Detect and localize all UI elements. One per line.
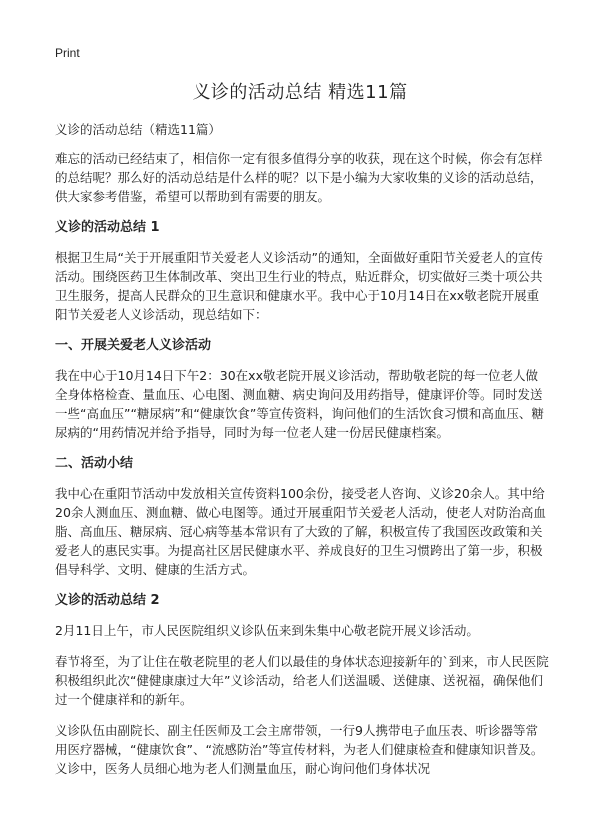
summary-paragraph: 我中心在重阳节活动中发放相关宣传资料100余份，接受老人咨询、义诊20余人。其中给20余人测血压、测血糖、做心电图等。通过开展重阳节关爱老人活动，使老人对防治高血脂、高血压、糖尿病、冠心病等基本常识有了大致的了解，积极宣传了我国医改政策和关爱老人的惠民实事。为提高社区居民健康水平、养成良好的卫生习惯跨出了第一步，积极倡导科学、文明、健康的生活方式。 [55,486,546,577]
article-subtitle: 义诊的活动总结（精选11篇） [55,122,221,137]
article-body [55,120,550,790]
activity-paragraph: 我在中心于10月14日下午2：30在xx敬老院开展义诊活动，帮助敬老院的每一位老人做全身体格检查、量血压、心电图、测血糖、病史询问及用药指导，健康评价等。同时发送一些“高血压”“糖尿病”和“健康饮食”等宣传资料，询问他们的生活饮食习惯和高血压、糖尿病的“用药情况并给予指导，同时为每一位老人建一份居民健康档案。 [55,368,544,440]
section-heading-2: 义诊的活动总结 2 [55,593,160,608]
intro-paragraph: 难忘的活动已经结束了，相信你一定有很多值得分享的收获，现在这个时候，你会有怎样的总结呢？那么好的活动总结是什么样的呢？以下是小编为大家收集的义诊的活动总结，供大家参考借鉴，希望可以帮助到有需要的朋友。 [55,151,543,204]
section-heading-1: 义诊的活动总结 1 [55,220,160,235]
section2-paragraph-2: 春节将至，为了让住在敬老院里的老人们以最佳的身体状态迎接新年的`到来，市人民医院积极组织此次“健健康康过大年”义诊活动，给老人们送温暖、送健康、送祝福，确保他们过一个健康祥和的新年。 [55,654,549,707]
print-link[interactable]: Print [55,46,80,60]
section2-paragraph-1: 2月11日上午，市人民医院组织义诊队伍来到朱集中心敬老院开展义诊活动。 [55,623,479,638]
section1-paragraph: 根据卫生局“关于开展重阳节关爱老人义诊活动”的通知，全面做好重阳节关爱老人的宣传活动。围绕医药卫生体制改革、突出卫生行业的特点，贴近群众，切实做好三类十项公共卫生服务，提高人民群众的卫生意识和健康水平。我中心于10月14日在xx敬老院开展重阳节关爱老人义诊活动，现总结如下： [55,250,543,322]
subheading-activity: 一、开展关爱老人义诊活动 [55,338,212,353]
section2-paragraph-3: 义诊队伍由副院长、副主任医师及工会主席带领，一行9人携带电子血压表、听诊器等常用医疗器械，“健康饮食”、“流感防治”等宣传材料，为老人们健康检查和健康知识普及。义诊中，医务人员细心地为老人们测量血压，耐心询问他们身体状况 [55,723,544,776]
page-title: 义诊的活动总结 精选11篇 [192,82,408,103]
subheading-summary: 二、活动小结 [55,456,134,471]
